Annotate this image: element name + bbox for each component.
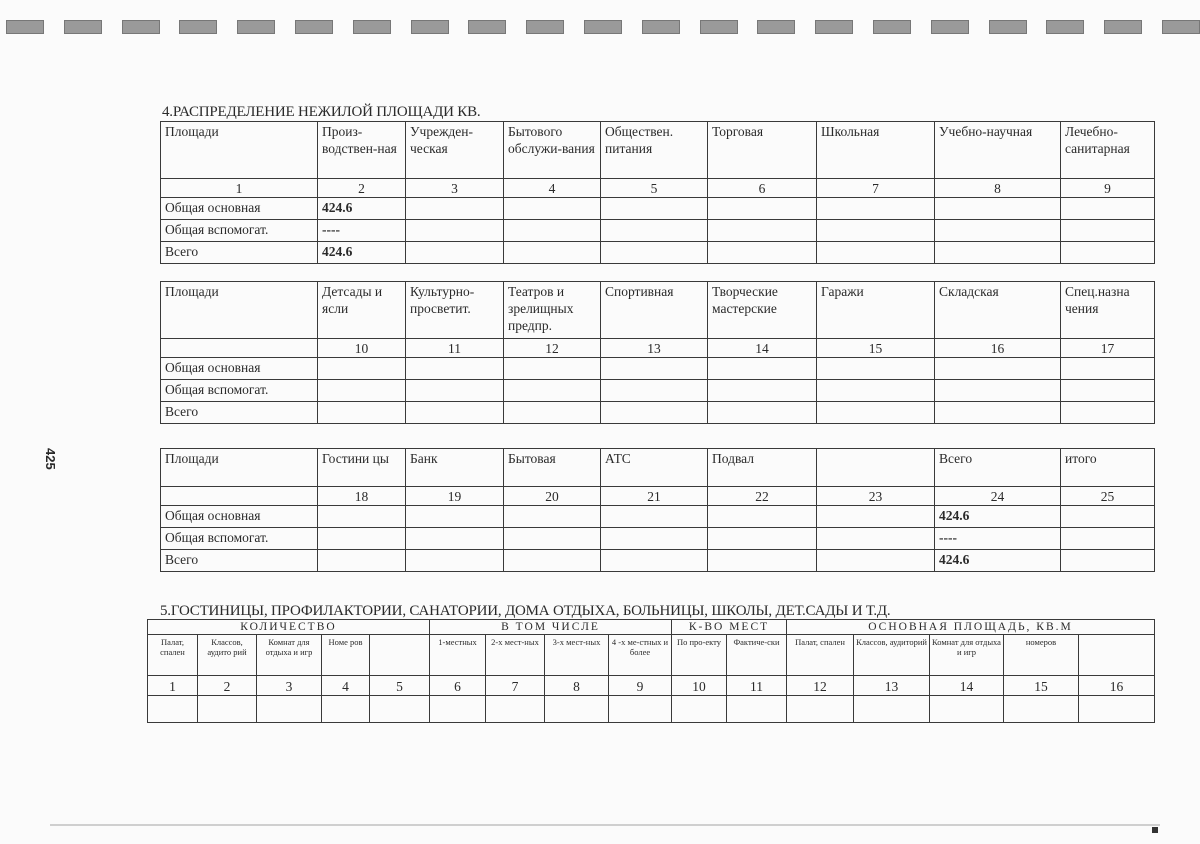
column-header: Обществен. питания bbox=[600, 121, 708, 179]
column-number: 5 bbox=[600, 178, 708, 198]
table-cell bbox=[600, 357, 708, 380]
row-label: Общая основная bbox=[160, 505, 318, 528]
column-number: 14 bbox=[929, 675, 1004, 696]
column-header: Произ-водствен-ная bbox=[317, 121, 406, 179]
table-cell bbox=[197, 695, 257, 723]
column-header: Палат, спален bbox=[786, 634, 854, 676]
table-cell bbox=[600, 505, 708, 528]
table-cell bbox=[503, 505, 601, 528]
table-cell bbox=[600, 527, 708, 550]
table-cell bbox=[1060, 219, 1155, 242]
group-header: КОЛИЧЕСТВО bbox=[147, 619, 430, 635]
column-header: Учебно-научная bbox=[934, 121, 1061, 179]
table-cell bbox=[405, 197, 504, 220]
table-cell bbox=[816, 401, 935, 424]
binder-hole bbox=[873, 20, 911, 34]
binder-hole bbox=[411, 20, 449, 34]
column-number: 21 bbox=[600, 486, 708, 506]
row-label: Общая основная bbox=[160, 357, 318, 380]
table-cell bbox=[503, 549, 601, 572]
table-cell bbox=[707, 197, 817, 220]
header-area-label: Площади bbox=[160, 281, 318, 339]
table-cell bbox=[1060, 379, 1155, 402]
table-cell bbox=[503, 219, 601, 242]
table-cell bbox=[1003, 695, 1079, 723]
table-cell bbox=[1060, 357, 1155, 380]
binder-hole bbox=[1046, 20, 1084, 34]
table-cell bbox=[707, 527, 817, 550]
table-cell bbox=[707, 505, 817, 528]
header-area-label: Площади bbox=[160, 448, 318, 487]
table-cell bbox=[934, 219, 1061, 242]
table-cell bbox=[816, 549, 935, 572]
table-cell bbox=[405, 401, 504, 424]
table-cell bbox=[934, 357, 1061, 380]
table-cell bbox=[929, 695, 1004, 723]
binder-hole bbox=[757, 20, 795, 34]
table-cell bbox=[816, 527, 935, 550]
table-cell bbox=[503, 401, 601, 424]
column-header: Детсады и ясли bbox=[317, 281, 406, 339]
column-number: 14 bbox=[707, 338, 817, 358]
table-cell bbox=[707, 241, 817, 264]
table-cell bbox=[503, 197, 601, 220]
column-header bbox=[1078, 634, 1155, 676]
table-cell bbox=[321, 695, 370, 723]
column-header: 3-х мест-ных bbox=[544, 634, 609, 676]
table-cell: 424.6 bbox=[317, 197, 406, 220]
binder-hole bbox=[468, 20, 506, 34]
table-cell bbox=[317, 357, 406, 380]
column-number: 9 bbox=[1060, 178, 1155, 198]
table-cell bbox=[147, 695, 198, 723]
column-header: итого bbox=[1060, 448, 1155, 487]
column-header: Складская bbox=[934, 281, 1061, 339]
table-cell: ---- bbox=[934, 527, 1061, 550]
table-cell bbox=[1060, 241, 1155, 264]
column-header: Торговая bbox=[707, 121, 817, 179]
column-header: Бытового обслужи-вания bbox=[503, 121, 601, 179]
table-cell bbox=[707, 401, 817, 424]
column-header: номеров bbox=[1003, 634, 1079, 676]
binder-hole bbox=[1162, 20, 1200, 34]
row-label: Всего bbox=[160, 241, 318, 264]
table-cell bbox=[934, 241, 1061, 264]
scan-mark bbox=[1152, 827, 1158, 833]
column-number: 15 bbox=[1003, 675, 1079, 696]
table-cell bbox=[786, 695, 854, 723]
table-cell bbox=[1060, 527, 1155, 550]
table-cell bbox=[503, 241, 601, 264]
table-cell bbox=[405, 549, 504, 572]
column-number: 13 bbox=[600, 338, 708, 358]
binder-hole bbox=[700, 20, 738, 34]
column-number: 16 bbox=[1078, 675, 1155, 696]
table-cell bbox=[816, 505, 935, 528]
table-cell bbox=[317, 527, 406, 550]
section5-title: 5.ГОСТИНИЦЫ, ПРОФИЛАКТОРИИ, САНАТОРИИ, ДОМА ОТДЫХА, БОЛЬНИЦЫ, ШКОЛЫ, ДЕТ.САДЫ И Т.Д. bbox=[160, 603, 891, 619]
header-area-label: Площади bbox=[160, 121, 318, 179]
table-cell bbox=[600, 401, 708, 424]
table-cell bbox=[317, 401, 406, 424]
column-header: Школьная bbox=[816, 121, 935, 179]
table-cell: 424.6 bbox=[934, 549, 1061, 572]
table-cell bbox=[600, 197, 708, 220]
column-number: 8 bbox=[544, 675, 609, 696]
column-number: 10 bbox=[671, 675, 727, 696]
binder-hole bbox=[122, 20, 160, 34]
table-cell bbox=[853, 695, 930, 723]
table-cell bbox=[608, 695, 672, 723]
binder-hole bbox=[237, 20, 275, 34]
table-cell bbox=[256, 695, 322, 723]
column-header: 2-х мест-ных bbox=[485, 634, 545, 676]
table-cell bbox=[317, 379, 406, 402]
binder-hole bbox=[815, 20, 853, 34]
column-number: 11 bbox=[405, 338, 504, 358]
table-cell bbox=[503, 379, 601, 402]
column-number: 22 bbox=[707, 486, 817, 506]
column-number: 6 bbox=[429, 675, 486, 696]
binder-hole bbox=[295, 20, 333, 34]
column-header: Театров и зрелищных предпр. bbox=[503, 281, 601, 339]
column-header: Фактиче-ски bbox=[726, 634, 787, 676]
column-number: 1 bbox=[147, 675, 198, 696]
column-header: Номе ров bbox=[321, 634, 370, 676]
binder-hole bbox=[353, 20, 391, 34]
table-cell bbox=[544, 695, 609, 723]
column-header bbox=[369, 634, 430, 676]
table-cell bbox=[1060, 197, 1155, 220]
table-cell bbox=[1060, 401, 1155, 424]
binder-hole bbox=[6, 20, 44, 34]
column-header: Учрежден-ческая bbox=[405, 121, 504, 179]
column-number: 2 bbox=[197, 675, 257, 696]
column-number: 13 bbox=[853, 675, 930, 696]
column-header: АТС bbox=[600, 448, 708, 487]
column-number: 20 bbox=[503, 486, 601, 506]
column-header: Бытовая bbox=[503, 448, 601, 487]
column-header: Классов, аудиторий bbox=[853, 634, 930, 676]
binder-hole bbox=[179, 20, 217, 34]
row-label: Общая основная bbox=[160, 197, 318, 220]
column-number bbox=[160, 486, 318, 506]
column-number: 1 bbox=[160, 178, 318, 198]
column-header: 4 -х ме-стных и более bbox=[608, 634, 672, 676]
column-number: 23 bbox=[816, 486, 935, 506]
section4-title: 4.РАСПРЕДЕЛЕНИЕ НЕЖИЛОЙ ПЛОЩАДИ КВ. bbox=[162, 104, 481, 120]
column-header: Классов, аудито рий bbox=[197, 634, 257, 676]
binder-hole bbox=[526, 20, 564, 34]
table-cell bbox=[600, 549, 708, 572]
row-label: Всего bbox=[160, 401, 318, 424]
table-cell bbox=[726, 695, 787, 723]
column-header: Гостини цы bbox=[317, 448, 406, 487]
table-cell bbox=[600, 379, 708, 402]
table-cell bbox=[429, 695, 486, 723]
column-number: 25 bbox=[1060, 486, 1155, 506]
column-header bbox=[816, 448, 935, 487]
table-cell bbox=[600, 241, 708, 264]
table-cell bbox=[485, 695, 545, 723]
table-cell bbox=[671, 695, 727, 723]
table-cell bbox=[1060, 549, 1155, 572]
column-header: Комнат для отдыха и игр bbox=[929, 634, 1004, 676]
table-cell bbox=[405, 379, 504, 402]
column-number: 6 bbox=[707, 178, 817, 198]
column-number: 3 bbox=[256, 675, 322, 696]
table-cell bbox=[707, 549, 817, 572]
table-cell bbox=[1078, 695, 1155, 723]
column-number: 17 bbox=[1060, 338, 1155, 358]
column-number: 11 bbox=[726, 675, 787, 696]
table-cell bbox=[369, 695, 430, 723]
table-cell bbox=[816, 241, 935, 264]
column-header: Культурно-просветит. bbox=[405, 281, 504, 339]
table-cell bbox=[503, 527, 601, 550]
column-number: 8 bbox=[934, 178, 1061, 198]
column-number: 18 bbox=[317, 486, 406, 506]
table-cell bbox=[816, 197, 935, 220]
column-number: 9 bbox=[608, 675, 672, 696]
page-bottom-line bbox=[50, 824, 1160, 826]
column-number: 4 bbox=[321, 675, 370, 696]
table-cell bbox=[707, 219, 817, 242]
column-number: 7 bbox=[816, 178, 935, 198]
binder-hole bbox=[989, 20, 1027, 34]
table-cell bbox=[317, 505, 406, 528]
column-number: 24 bbox=[934, 486, 1061, 506]
table-cell bbox=[503, 357, 601, 380]
table-cell bbox=[405, 527, 504, 550]
table-cell bbox=[816, 379, 935, 402]
binder-hole bbox=[64, 20, 102, 34]
page-number: 425 bbox=[43, 448, 58, 470]
column-header: Комнат для отдыха и игр bbox=[256, 634, 322, 676]
binder-hole bbox=[584, 20, 622, 34]
column-number: 3 bbox=[405, 178, 504, 198]
column-number bbox=[160, 338, 318, 358]
row-label: Общая вспомогат. bbox=[160, 527, 318, 550]
table-cell bbox=[934, 197, 1061, 220]
binder-holes bbox=[0, 20, 1200, 34]
column-number: 12 bbox=[786, 675, 854, 696]
column-header: Лечебно-санитарная bbox=[1060, 121, 1155, 179]
column-header: Спортивная bbox=[600, 281, 708, 339]
table-cell bbox=[707, 357, 817, 380]
table-cell bbox=[816, 357, 935, 380]
table-cell bbox=[1060, 505, 1155, 528]
column-number: 7 bbox=[485, 675, 545, 696]
column-header: 1-местных bbox=[429, 634, 486, 676]
table-cell bbox=[600, 219, 708, 242]
binder-hole bbox=[642, 20, 680, 34]
table-cell: 424.6 bbox=[934, 505, 1061, 528]
table-cell bbox=[405, 505, 504, 528]
table-cell bbox=[816, 219, 935, 242]
column-number: 10 bbox=[317, 338, 406, 358]
table-cell: 424.6 bbox=[317, 241, 406, 264]
column-header: Всего bbox=[934, 448, 1061, 487]
row-label: Общая вспомогат. bbox=[160, 379, 318, 402]
table-cell bbox=[934, 401, 1061, 424]
column-header: Палат, спален bbox=[147, 634, 198, 676]
column-number: 4 bbox=[503, 178, 601, 198]
binder-hole bbox=[1104, 20, 1142, 34]
group-header: К-ВО МЕСТ bbox=[671, 619, 787, 635]
binder-hole bbox=[931, 20, 969, 34]
table-cell bbox=[707, 379, 817, 402]
column-header: Подвал bbox=[707, 448, 817, 487]
column-number: 12 bbox=[503, 338, 601, 358]
table-cell: ---- bbox=[317, 219, 406, 242]
table-cell bbox=[405, 241, 504, 264]
column-header: Спец.назна чения bbox=[1060, 281, 1155, 339]
group-header: В ТОМ ЧИСЛЕ bbox=[429, 619, 672, 635]
table-cell bbox=[405, 357, 504, 380]
row-label: Всего bbox=[160, 549, 318, 572]
table-cell bbox=[934, 379, 1061, 402]
group-header: ОСНОВНАЯ ПЛОЩАДЬ, КВ.М bbox=[786, 619, 1155, 635]
column-number: 19 bbox=[405, 486, 504, 506]
row-label: Общая вспомогат. bbox=[160, 219, 318, 242]
column-header: Творческие мастерские bbox=[707, 281, 817, 339]
table-cell bbox=[317, 549, 406, 572]
column-number: 15 bbox=[816, 338, 935, 358]
column-header: По про-екту bbox=[671, 634, 727, 676]
table-cell bbox=[405, 219, 504, 242]
column-number: 2 bbox=[317, 178, 406, 198]
column-number: 5 bbox=[369, 675, 430, 696]
column-header: Банк bbox=[405, 448, 504, 487]
column-number: 16 bbox=[934, 338, 1061, 358]
column-header: Гаражи bbox=[816, 281, 935, 339]
